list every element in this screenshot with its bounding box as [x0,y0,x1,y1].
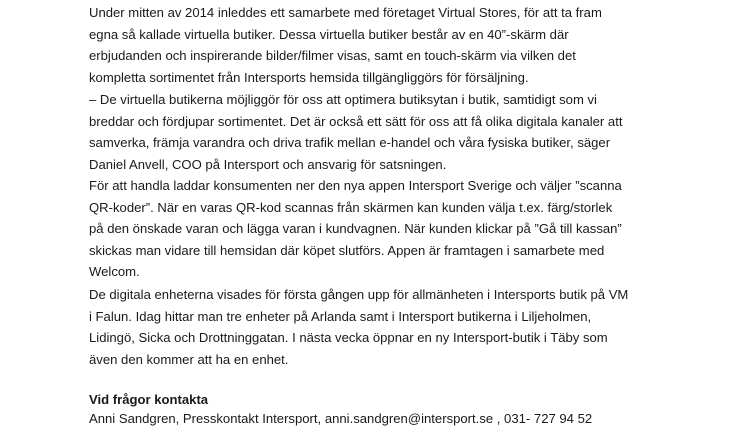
text-line: Welcom. [89,264,140,280]
text-line: kompletta sortimentet från Intersports hemsida tillgängliggörs för försäljning. [89,69,529,85]
text-line: erbjudanden och inspirerande bilder/filmer visas, samt en touch-skärm via vilken det [89,48,576,64]
paragraph-virtual-stores [89,2,602,88]
contact-heading: Vid frågor kontakta [89,392,209,407]
text-line: De digitala enheterna visades för första gången upp för allmänheten i Intersports butik på VM [89,287,629,302]
text-line: samverka, främja varandra och driva trafik mellan e-handel och våra fysiska butiker, säger [89,135,611,151]
text-line: även den kommer att ha en enhet. [89,351,289,367]
text-line: Under mitten av 2014 inleddes ett samarbete med företaget Virtual Stores, för att ta fram [89,5,602,20]
text-line: Daniel Anvell, COO på Intersport och ansvarig för satsningen. [89,156,447,172]
paragraph-locations [89,284,628,370]
text-line: Lidingö, Sicka och Drottninggatan. I nästa vecka öppnar en ny Intersport-butik i Täby som [89,330,608,346]
text-line: – De virtuella butikerna möjliggör för oss att optimera butiksytan i butik, samtidigt som vi [89,92,597,107]
text-line: skickas man vidare till hemsidan där köpet slutförs. Appen är framtagen i samarbete med [89,242,605,258]
paragraph-quote [89,89,622,175]
text-line: breddar och fördjupar sortimentet. Det är också ett sätt för oss att få olika digitala kanaler att [89,113,623,129]
text-line: QR-koder”. När en varas QR-kod scannas från skärmen kan kunden välja t.ex. färg/storlek [89,199,613,215]
text-line: egna så kallade virtuella butiker. Dessa virtuella butiker består av en 40”-skärm där [89,26,569,42]
contact-details: Anni Sandgren, Presskontakt Intersport, anni.sandgren@intersport.se , 031- 727 94 52 [89,411,593,426]
text-line: För att handla laddar konsumenten ner den nya appen Intersport Sverige och väljer ”scanna [89,178,622,193]
text-line: i Falun. Idag hittar man tre enheter på Arlanda samt i Intersport butikerna i Liljeholmen, [89,308,592,324]
paragraph-how-to-shop [89,175,622,283]
text-line: på den önskade varan och lägga varan i kundvagnen. När kunden klickar på ”Gå till kassan” [89,221,622,237]
